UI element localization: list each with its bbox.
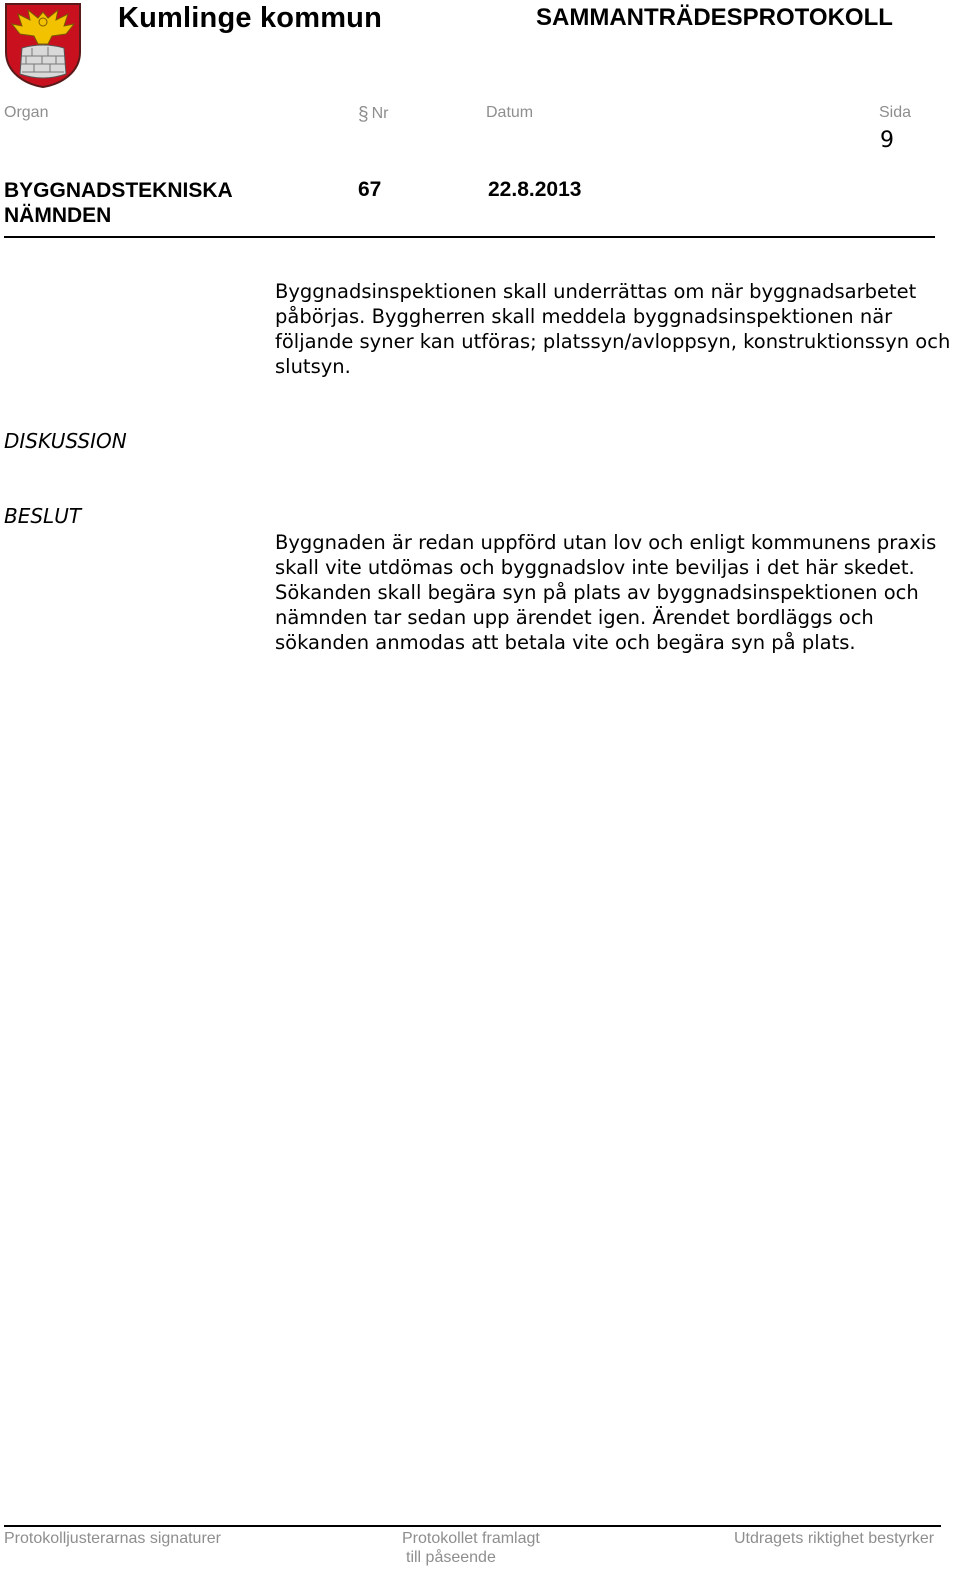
header-divider <box>4 236 935 238</box>
nr-value: 67 <box>358 178 382 201</box>
discussion-heading: DISKUSSION <box>4 429 127 453</box>
section-sign-icon: § <box>358 104 369 125</box>
nr-column-label-text: Nr <box>371 105 389 122</box>
decision-paragraph-1: Byggnaden är redan uppförd utan lov och enligt kommunens praxis skall vite utdömas och byggnadslov inte beviljas i det här skedet. <box>275 531 937 579</box>
coat-of-arms-icon <box>4 2 82 88</box>
displayed-label-line2: till påseende <box>406 1549 496 1566</box>
page-number: 9 <box>880 128 894 153</box>
displayed-label-line1: Protokollet framlagt <box>402 1530 540 1547</box>
decision-paragraph-2: Sökanden skall begära syn på plats av byggnadsinspektionen och nämnden tar sedan upp ärendet igen. Ärendet bordläggs och sökanden anmodas att betala vite och begära syn på plats. <box>275 581 919 654</box>
sida-column-label: Sida <box>879 104 912 121</box>
document-type-title: SAMMANTRÄDESPROTOKOLL <box>536 4 893 31</box>
municipality-name: Kumlinge kommun <box>118 2 383 34</box>
intro-paragraph: Byggnadsinspektionen skall underrättas om när byggnadsarbetet påbörjas. Byggherren skall meddela byggnadsinspektionen när följande syner kan utföras; platssyn/avloppsyn, konstruktionssyn och slutsyn. <box>275 280 951 378</box>
signatures-label: Protokolljusterarnas signaturer <box>4 1530 221 1547</box>
organ-column-label: Organ <box>4 104 49 121</box>
footer-divider <box>4 1525 941 1527</box>
decision-heading: BESLUT <box>4 504 82 528</box>
organ-value: BYGGNADSTEKNISKA NÄMNDEN <box>4 179 232 227</box>
certified-label: Utdragets riktighet bestyrker <box>734 1530 935 1547</box>
datum-column-label: Datum <box>486 104 534 121</box>
nr-column-label <box>358 104 388 126</box>
date-value: 22.8.2013 <box>488 178 582 201</box>
decision-text <box>275 530 955 655</box>
